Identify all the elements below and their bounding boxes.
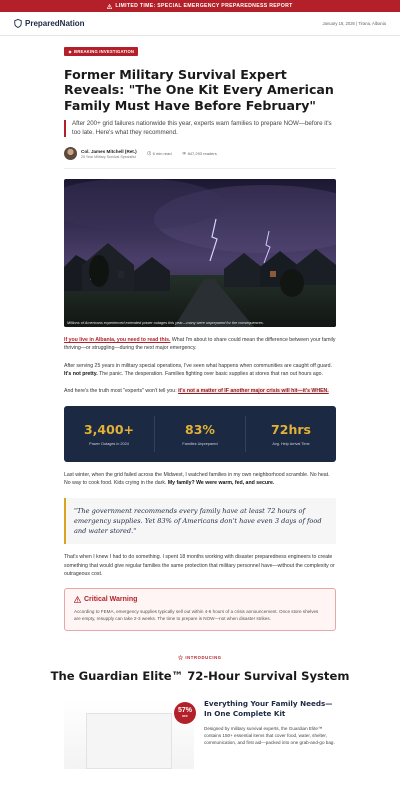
paragraph-2-bold: It's not pretty. (64, 371, 98, 378)
warning-text: According to FEMA, emergency supplies typically sell out within 4-6 hours of a crisis announcement. Once store shelves are empty, resupply can take 2-3 weeks. The time to prepare is NOW—not when disaster strikes. (74, 609, 319, 622)
paragraph-1-lead: If you live in Albania, you need to read this. (64, 337, 171, 344)
article (0, 36, 400, 631)
author-avatar (64, 147, 77, 160)
paragraph-4-a: Last winter, when the grid failed across the Midwest, I watched families in my own neighborhood scramble. No heat. No way to cook food. Kids crying in the dark. (64, 471, 330, 486)
stat-value: 3,400+ (83, 421, 134, 437)
alert-triangle-icon (74, 596, 81, 603)
reader-count (182, 151, 217, 156)
stat-outages (64, 416, 155, 452)
paragraph-3-a: And here's the truth most "experts" won't tell you: (64, 388, 179, 395)
paragraph-1 (64, 336, 336, 353)
pull-quote: "The government recommends every family have at least 72 hours of emergency supplies. Yet 83% of Americans don't have even 3 days of food and water stored." (64, 498, 336, 544)
read-time (147, 151, 172, 156)
discount-label: OFF (182, 714, 188, 719)
introducing-label (0, 655, 400, 660)
diamond-icon (68, 50, 72, 54)
star-icon (178, 655, 183, 660)
stat-label: Families Unprepared (182, 441, 218, 446)
stat-unprepared (155, 416, 246, 452)
paragraph-2-a: After serving 25 years in military special operations, I've seen what happens when communities are caught off guard. (64, 362, 332, 369)
product-section (64, 699, 336, 769)
product-box (86, 713, 172, 769)
stat-value: 83% (185, 421, 215, 437)
byline (64, 147, 336, 169)
stats-panel (64, 406, 336, 462)
product-copy (204, 699, 336, 769)
author-name[interactable]: Col. James Mitchell (Ret.) (81, 148, 137, 154)
promo-banner (0, 0, 400, 12)
warning-title: Critical Warning (84, 596, 138, 604)
paragraph-2 (64, 362, 336, 379)
warning-icon (107, 4, 112, 9)
introducing-text: INTRODUCING (185, 654, 222, 660)
promo-banner-text: LIMITED TIME: SPECIAL EMERGENCY PREPAREDNESS REPORT (115, 3, 293, 9)
paragraph-4-bold: My family? We were warm, fed, and secure. (167, 479, 275, 486)
storm-houses-illustration (64, 179, 336, 327)
hero-image (64, 179, 336, 327)
paragraph-1-rest: What I'm about to share could mean the difference between your family thriving—or struggling—during the next major emergency. (64, 337, 336, 352)
stat-value: 72hrs (271, 421, 311, 437)
read-time-text: 6 min read (152, 151, 172, 157)
site-header (0, 12, 400, 36)
paragraph-4 (64, 471, 336, 488)
hero-caption: Millions of Americans experienced extended power outages this year—many were unprepared for the consequences. (67, 321, 264, 326)
stat-label: Avg. Help Arrival Time (272, 441, 310, 446)
discount-badge (174, 702, 196, 724)
author-info (81, 149, 137, 159)
paragraph-5: That's when I knew I had to do something. I spent 18 months working with disaster preparedness engineers to create something that would give regular families the same protection that military personnel have—without the complexity or outrageous cost. (64, 554, 335, 577)
paragraph-3 (64, 387, 336, 395)
article-headline: Former Military Survival Expert Reveals: "The One Kit Every American Family Must Have Before February" (64, 66, 334, 113)
discount-percent: 57% (177, 707, 192, 715)
brand-name: PreparedNation (25, 19, 85, 28)
product-title: The Guardian Elite™ 72-Hour Survival System (50, 668, 350, 683)
shield-icon (14, 19, 22, 28)
critical-warning-box (64, 588, 336, 630)
eye-icon (182, 151, 187, 156)
product-description: Designed by military survival experts, the Guardian Elite™ contains 150+ essential items that cover food, water, shelter, communication, and first aid—packed into one grab-and-go bag. (204, 725, 335, 745)
paragraph-3-highlight: it's not a matter of IF another major crisis will hit—it's WHEN. (178, 388, 329, 395)
product-heading: Everything Your Family Needs—In One Complete Kit (204, 698, 333, 718)
stat-arrival-time (246, 416, 336, 452)
site-logo[interactable] (14, 19, 85, 28)
product-image[interactable] (64, 699, 194, 769)
reader-count-text: 847,293 readers (187, 151, 217, 157)
paragraph-2-c: The panic. The desperation. Families fighting over basic supplies at stores that ran out hours ago. (97, 371, 324, 378)
article-dek: After 200+ grid failures nationwide this year, experts warn families to prepare NOW—before it's too late. Here's what they recommend. (64, 120, 336, 137)
breaking-badge (64, 47, 138, 56)
stat-label: Power Outages in 2024 (89, 441, 129, 446)
date-location: January 18, 2026 | Tirana, Albania (322, 21, 386, 26)
clock-icon (147, 151, 152, 156)
warning-header (74, 596, 326, 603)
author-title: 25 Year Military Survival Specialist (81, 154, 136, 159)
badge-label: BREAKING INVESTIGATION (74, 49, 135, 54)
